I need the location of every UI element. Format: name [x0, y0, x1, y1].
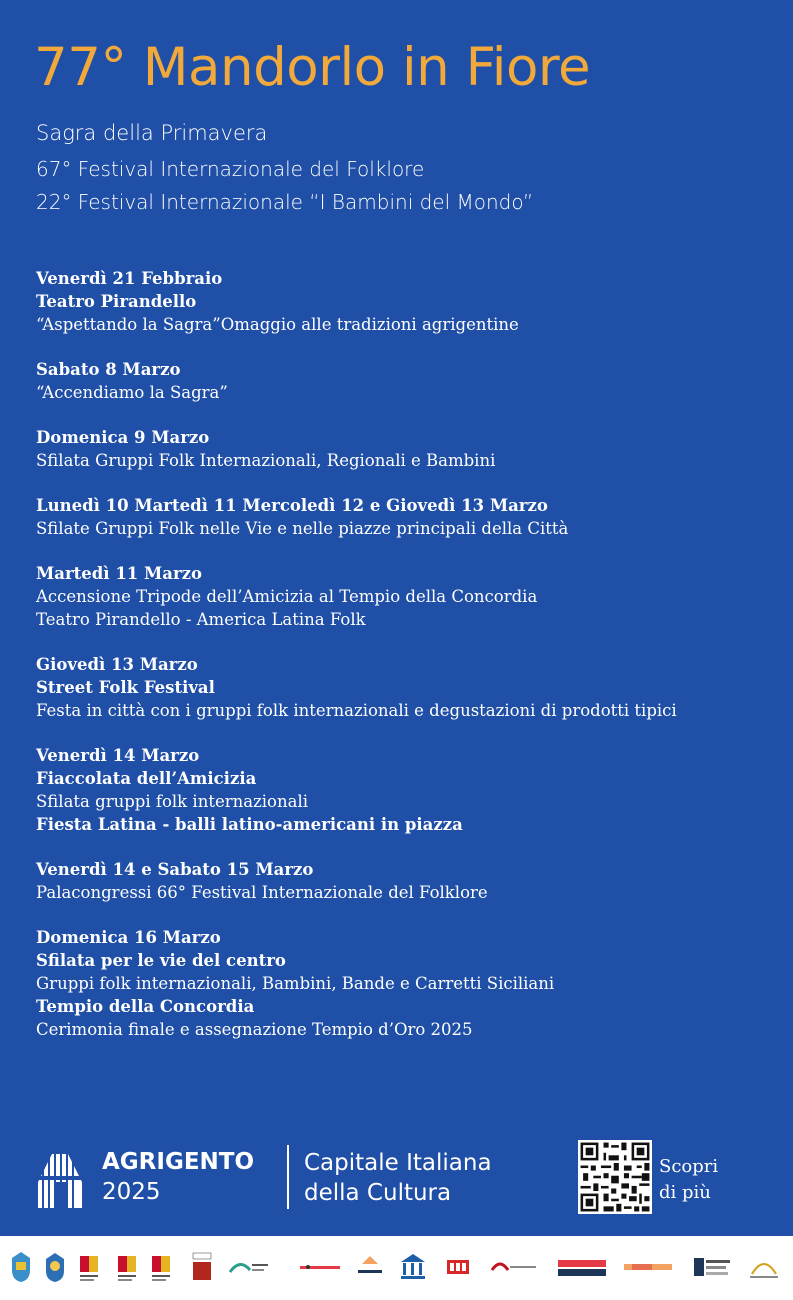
sponsor-logo-icon [444, 1250, 472, 1284]
sponsor-crest-icon [10, 1250, 32, 1284]
event-block [36, 744, 776, 836]
event-heading: Domenica 16 Marzo [36, 928, 221, 947]
subtitle-sagra: Sagra della Primavera [36, 121, 268, 145]
event-detail: Teatro Pirandello - America Latina Folk [36, 610, 366, 629]
sponsor-logo-icon [622, 1250, 674, 1284]
event-detail: Cerimonia finale e assegnazione Tempio d’Oro 2025 [36, 1020, 473, 1039]
sponsor-bar [0, 1236, 793, 1300]
event-heading: Lunedì 10 Martedì 11 Mercoledì 12 e Giovedì 13 Marzo [36, 496, 548, 515]
scopri-link[interactable] [659, 1154, 718, 1206]
sponsor-valle-templi-icon [226, 1250, 270, 1284]
capitale-line2: della Cultura [304, 1180, 452, 1206]
event-heading: Domenica 9 Marzo [36, 428, 210, 447]
event-heading: Fiaccolata dell’Amicizia [36, 769, 257, 788]
event-detail: “Accendiamo la Sagra” [36, 383, 228, 402]
event-block [36, 653, 776, 722]
sponsor-logo-icon [298, 1250, 342, 1284]
event-heading: Giovedì 13 Marzo [36, 655, 198, 674]
agrigento-year: 2025 [102, 1179, 161, 1205]
sponsor-agrigento-2025-icon [692, 1250, 732, 1284]
sponsor-logo-icon [356, 1250, 384, 1284]
event-block [36, 358, 776, 404]
event-detail: Sfilata Gruppi Folk Internazionali, Regionali e Bambini [36, 451, 496, 470]
sponsor-unesco-icon [398, 1250, 428, 1284]
scopri-line2: di più [659, 1182, 711, 1203]
event-block [36, 267, 776, 336]
event-detail: Gruppi folk internazionali, Bambini, Bande e Carretti Siciliani [36, 974, 555, 993]
subtitle-bambini: 22° Festival Internazionale “I Bambini del Mondo” [36, 190, 534, 214]
event-heading: Teatro Pirandello [36, 292, 197, 311]
event-block [36, 858, 776, 904]
event-heading: Sfilata per le vie del centro [36, 951, 286, 970]
sponsor-logo-icon [488, 1250, 538, 1284]
event-block [36, 426, 776, 472]
event-detail: “Aspettando la Sagra”Omaggio alle tradizioni agrigentine [36, 315, 519, 334]
subtitle-folklore: 67° Festival Internazionale del Folklore [36, 157, 425, 181]
sponsor-ars-icon [190, 1250, 214, 1284]
event-heading: Fiesta Latina - balli latino-americani in piazza [36, 815, 463, 834]
event-block [36, 562, 776, 631]
event-detail: Sfilata gruppi folk internazionali [36, 792, 308, 811]
event-block [36, 494, 776, 540]
sponsor-logo-icon [746, 1250, 782, 1284]
event-heading: Venerdì 14 Marzo [36, 746, 200, 765]
sponsor-region-icon [78, 1250, 100, 1284]
event-detail: Sfilate Gruppi Folk nelle Vie e nelle piazze principali della Città [36, 519, 569, 538]
event-heading: Sabato 8 Marzo [36, 360, 181, 379]
event-heading: Martedì 11 Marzo [36, 564, 203, 583]
event-detail: Palacongressi 66° Festival Internazionale del Folklore [36, 883, 488, 902]
event-detail: Festa in città con i gruppi folk internazionali e degustazioni di prodotti tipici [36, 701, 677, 720]
event-heading: Street Folk Festival [36, 678, 215, 697]
sponsor-crest-icon [44, 1250, 66, 1284]
event-list [36, 267, 776, 1063]
scopri-line1: Scopri [659, 1156, 719, 1177]
event-detail: Accensione Tripode dell’Amicizia al Tempio della Concordia [36, 587, 538, 606]
capitale-line1: Capitale Italiana [304, 1150, 492, 1176]
qr-code-icon[interactable] [578, 1140, 652, 1214]
event-heading: Venerdì 21 Febbraio [36, 269, 223, 288]
agrigento-mark-icon [38, 1152, 82, 1208]
sponsor-region-icon [150, 1250, 172, 1284]
event-block [36, 926, 776, 1041]
sponsor-region-icon [116, 1250, 138, 1284]
sponsor-bambini-mondo-icon [556, 1250, 608, 1284]
capitale-cultura [304, 1148, 492, 1208]
event-heading: Tempio della Concordia [36, 997, 255, 1016]
footer-divider [287, 1145, 289, 1209]
agrigento-name: AGRIGENTO [102, 1149, 255, 1175]
event-heading: Venerdì 14 e Sabato 15 Marzo [36, 860, 314, 879]
page-title: 77° Mandorlo in Fiore [34, 37, 591, 98]
